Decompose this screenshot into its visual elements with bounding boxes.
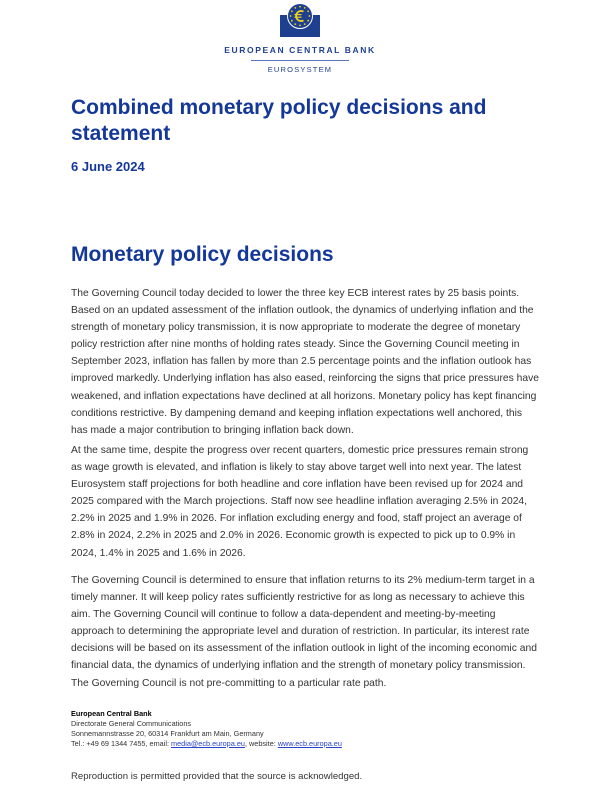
website-link[interactable]: www.ecb.europa.eu bbox=[277, 739, 342, 748]
page-title: Combined monetary policy decisions and statement bbox=[71, 96, 487, 145]
ecb-euro-logo-icon bbox=[280, 3, 320, 37]
contact-line bbox=[71, 739, 342, 749]
contact-department: Directorate General Communications bbox=[71, 719, 192, 728]
publication-date: 6 June 2024 bbox=[71, 159, 145, 174]
paragraph-text: The Governing Council is determined to ensure that inflation returns to its 2% medium-term target in a timely manner. It will keep policy rates sufficiently restrictive for as long as necessary to achieve this aim. The Governing Council will continue to follow a data-dependent and meeting-by-meeting approach to determining the appropriate level and duration of restriction. In particular, its interest rate decisions will be based on its assessment of the inflation outlook in light of the incoming economic and financial data, the dynamics of underlying inflation and the strength of monetary policy transmission. The Governing Council is not pre-committing to a particular rate path. bbox=[71, 575, 537, 689]
section-title: Monetary policy decisions bbox=[71, 243, 334, 266]
contact-tel: Tel.: +49 69 1344 7455, email: bbox=[71, 739, 171, 748]
bank-name: EUROPEAN CENTRAL BANK bbox=[224, 45, 376, 55]
paragraph-3 bbox=[71, 572, 541, 692]
paragraph-1 bbox=[71, 285, 541, 439]
header-divider bbox=[251, 60, 349, 61]
eurosystem-label: EUROSYSTEM bbox=[267, 65, 333, 74]
contact-organization: European Central Bank bbox=[71, 709, 152, 718]
logo-circle bbox=[287, 3, 313, 29]
ecb-header bbox=[0, 0, 600, 74]
contact-address: Sonnemannstrasse 20, 60314 Frankfurt am Main, Germany bbox=[71, 729, 264, 738]
contact-block bbox=[71, 709, 342, 749]
paragraph-text: At the same time, despite the progress over recent quarters, domestic price pressures remain strong as wage growth is elevated, and inflation is likely to stay above target well into next year. The latest Eurosystem staff projections for both headline and core inflation have been revised up for 2024 and 2025 compared with the March projections. Staff now see headline inflation averaging 2.5% in 2024, 2.2% in 2025 and 1.9% in 2026. For inflation excluding energy and food, staff project an average of 2.8% in 2024, 2.2% in 2025 and 2.0% in 2026. Economic growth is expected to pick up to 0.9% in 2024, 1.4% in 2025 and 1.6% in 2026. bbox=[71, 445, 529, 559]
reproduction-notice: Reproduction is permitted provided that the source is acknowledged. bbox=[71, 771, 363, 782]
euro-stars-icon bbox=[288, 4, 312, 28]
email-link[interactable]: media@ecb.europa.eu bbox=[171, 739, 245, 748]
paragraph-text: The Governing Council today decided to lower the three key ECB interest rates by 25 basis points. Based on an updated assessment of the inflation outlook, the dynamics of underlying inflation and the strength of monetary policy transmission, it is now appropriate to moderate the degree of monetary policy restriction after nine months of holding rates steady. Since the Governing Council meeting in September 2023, inflation has fallen by more than 2.5 percentage points and the inflation outlook has improved markedly. Underlying inflation has also eased, reinforcing the signs that price pressures have weakened, and inflation expectations have declined at all horizons. Monetary policy has kept financing conditions restrictive. By dampening demand and keeping inflation expectations well anchored, this has made a major contribution to bringing inflation back down. bbox=[71, 288, 539, 436]
paragraph-2 bbox=[71, 442, 541, 562]
website-prefix: , website: bbox=[244, 739, 278, 748]
